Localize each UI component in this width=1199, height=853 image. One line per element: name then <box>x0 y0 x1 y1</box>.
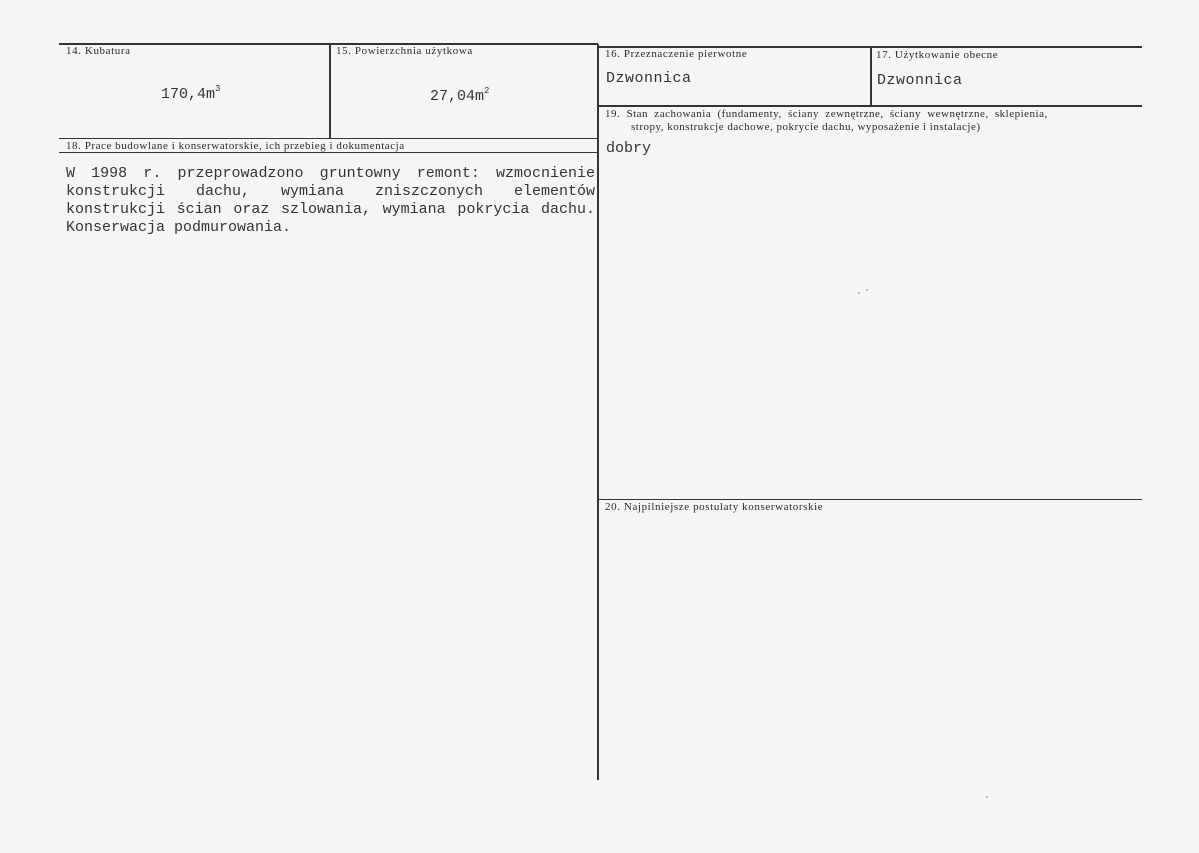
field-14-value <box>161 84 220 103</box>
center-vertical <box>597 44 599 780</box>
field-14-label: 14. Kubatura <box>66 45 131 57</box>
rule-below-18-label <box>59 152 598 153</box>
rule-above-19 <box>598 105 1142 107</box>
field-18-value: W 1998 r. przeprowadzono gruntowny remont: wzmocnienie konstrukcji dachu, wymiana zniszczonych elementów konstrukcji ścian oraz szlowania, wymiana pokrycia dachu. Konserwacja podmurowania. <box>66 165 595 236</box>
rule-above-18 <box>59 138 598 139</box>
field-20-label: 20. Najpilniejsze postulaty konserwatorskie <box>605 501 824 513</box>
rule-above-20 <box>598 499 1142 500</box>
kubatura-exponent: 3 <box>215 84 221 94</box>
powierzchnia-number: 27,04m <box>430 88 485 105</box>
field-19-label-line1: 19. Stan zachowania (fundamenty, ściany zewnętrzne, ściany wewnętrzne, sklepienia, <box>605 108 1048 120</box>
field-18-label: 18. Prace budowlane i konserwatorskie, ich przebieg i dokumentacja <box>66 140 405 152</box>
kubatura-number: 170,4m <box>161 86 216 103</box>
field-19-value: dobry <box>606 140 652 157</box>
field-16-label: 16. Przeznaczenie pierwotne <box>605 48 748 60</box>
field-19-label-line2: stropy, konstrukcje dachowe, pokrycie dachu, wyposażenie i instalacje) <box>631 121 981 133</box>
field-15-value <box>430 86 489 105</box>
field-17-value: Dzwonnica <box>877 72 963 89</box>
divider-16-17 <box>870 47 872 105</box>
powierzchnia-exponent: 2 <box>484 86 490 96</box>
field-16-value: Dzwonnica <box>606 70 692 87</box>
paper-speck <box>866 289 868 291</box>
field-15-label: 15. Powierzchnia użytkowa <box>336 45 473 57</box>
paper-speck <box>986 796 988 798</box>
paper-speck <box>858 292 860 294</box>
field-17-label: 17. Użytkowanie obecne <box>876 49 999 61</box>
divider-14-15 <box>329 44 331 139</box>
